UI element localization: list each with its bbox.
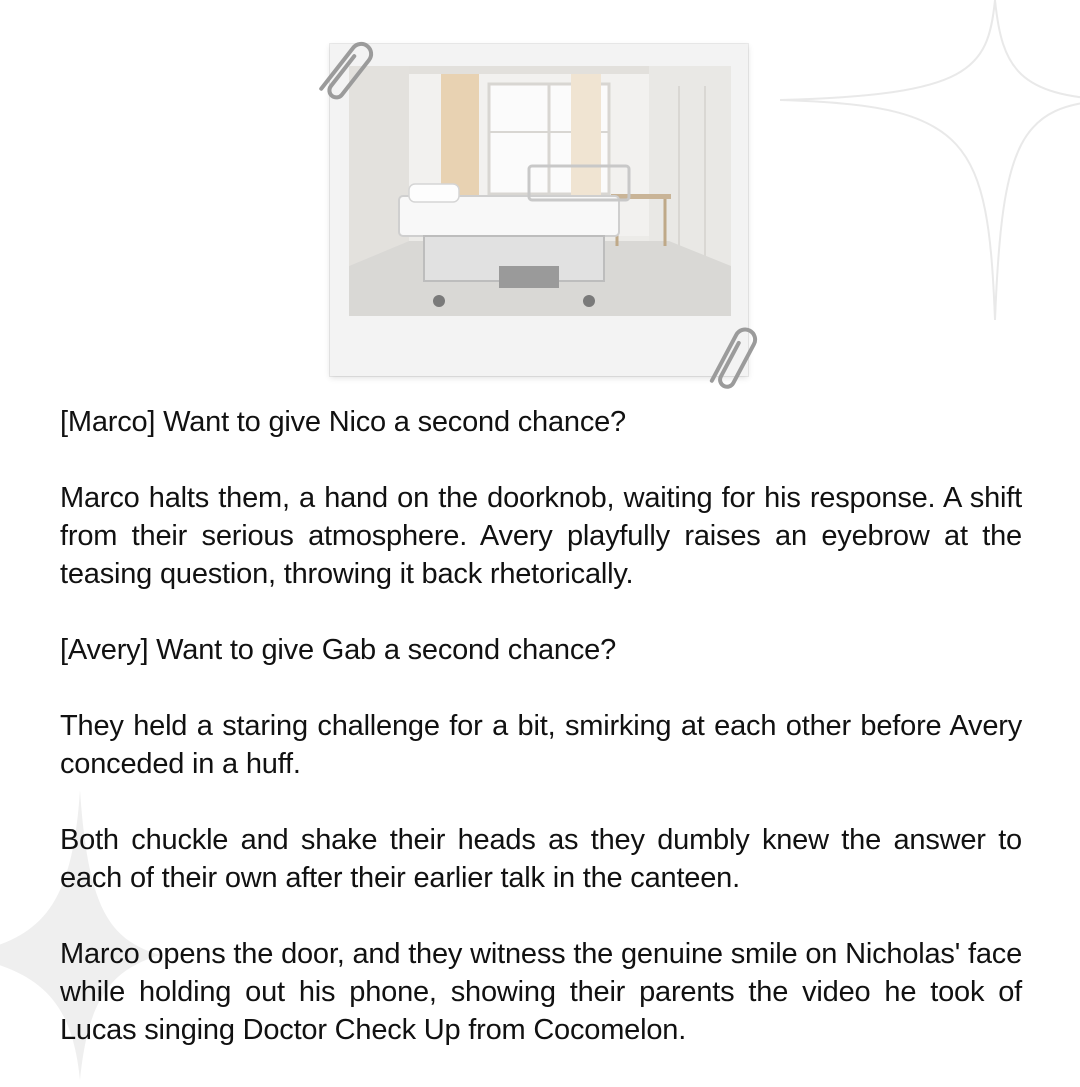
narration-paragraph: Marco halts them, a hand on the doorknob, waiting for his response. A shift from their serious atmosphere. Avery playfully raises an eyebrow at the teasing question, throwing it back rhetorically. — [60, 482, 1022, 590]
dialogue-line-marco: [Marco] Want to give Nico a second chance? — [60, 406, 626, 438]
narration-paragraph: They held a staring challenge for a bit, smirking at each other before Avery conceded in a huff. — [60, 710, 1022, 780]
hospital-room-photo — [349, 66, 731, 316]
sparkle-decoration-icon — [780, 0, 1080, 320]
story-text — [60, 403, 1022, 1087]
narration-paragraph: Both chuckle and shake their heads as they dumbly knew the answer to each of their own after their earlier talk in the canteen. — [60, 824, 1022, 894]
dialogue-line-avery: [Avery] Want to give Gab a second chance? — [60, 634, 617, 666]
narration-paragraph: Marco opens the door, and they witness the genuine smile on Nicholas' face while holding out his phone, showing their parents the video he took of Lucas singing Doctor Check Up from Cocomelon. — [60, 938, 1022, 1046]
photo-frame — [330, 44, 748, 376]
